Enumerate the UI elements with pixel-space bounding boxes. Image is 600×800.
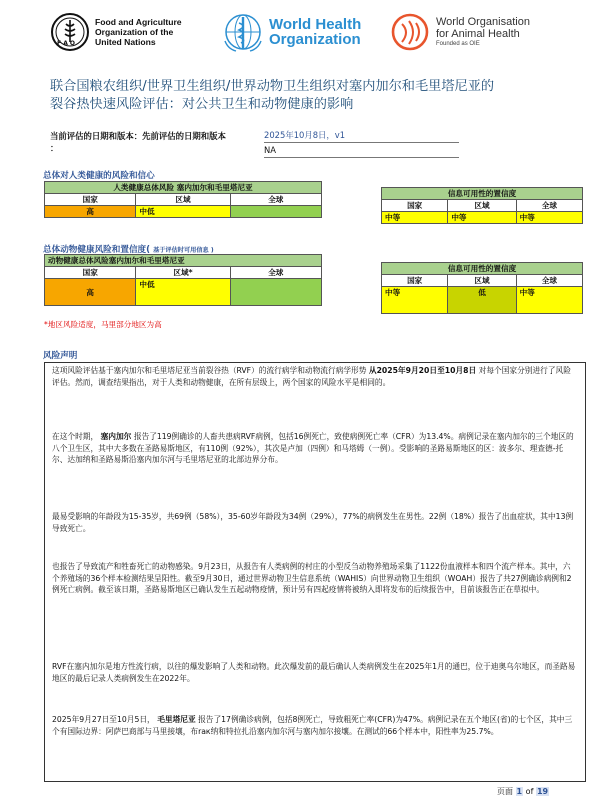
meta-label-colon: ： — [50, 143, 59, 153]
woah-emblem-icon — [390, 12, 430, 52]
human-risk-title: 人类健康总体风险 塞内加尔和毛里塔尼亚 — [45, 182, 322, 194]
col-region: 区域 — [448, 200, 516, 212]
human-risk-global — [230, 206, 321, 218]
animal-conf-global: 中等 — [516, 287, 582, 314]
col-region: 区域 — [448, 275, 516, 287]
animal-risk-table — [44, 254, 322, 306]
page-prefix: 页面 — [497, 787, 513, 796]
animal-risk-country: 高 — [45, 279, 136, 306]
p2-country: 塞内加尔 — [100, 432, 132, 441]
col-region: 区域* — [136, 267, 230, 279]
animal-conf-region: 低 — [448, 287, 516, 314]
animal-risk-global — [230, 279, 321, 306]
p1-period: 从2025年9月20日至10月8日 — [368, 366, 477, 375]
p6-country: 毛里塔尼亚 — [157, 715, 196, 724]
p1-text-c: 对每个国家分别进行了风险评估。然而，调查结果指出，对于人类和动物健康，在所有层级上，两个国家的风险水平是相同的。 — [52, 366, 571, 387]
meta-divider — [264, 157, 459, 158]
previous-assessment-date: NA — [264, 145, 276, 155]
who-logo — [222, 8, 361, 56]
woah-line1: World Organisation — [436, 16, 530, 28]
title-line1: 联合国粮农组织/世界卫生组织/世界动物卫生组织对塞内加尔和毛里塔尼亚的 — [50, 79, 495, 94]
svg-text:F A O: F A O — [57, 40, 76, 47]
animal-confidence-table — [381, 262, 583, 314]
human-risk-region: 中低 — [136, 206, 230, 218]
page-of: of — [525, 787, 534, 796]
who-emblem-icon — [222, 11, 264, 53]
animal-conf-country: 中等 — [382, 287, 448, 314]
fao-line1: Food and Agriculture — [95, 17, 182, 27]
woah-line2: for Animal Health — [436, 28, 520, 40]
p6-text-c: 报告了17例确诊病例，包括8例死亡，导致粗死亡率(CFR)为47%。病例记录在五个地区(省)的七个区，其中三个有国际边界：阿萨巴商部与马里接壤，布raк纳和特拉扎沿塞内加尔河与塞内加尔接壤。在测试的66个样本中，阳性率为25.7%。 — [52, 715, 573, 736]
statement-paragraph-1 — [52, 365, 578, 388]
who-line2: Organization — [269, 31, 361, 48]
risk-statement-heading: 风险声明 — [43, 351, 78, 361]
fao-line3: United Nations — [95, 37, 156, 47]
animal-risk-title: 动物健康总体风险塞内加尔和毛里塔尼亚 — [45, 255, 322, 267]
human-risk-country: 高 — [45, 206, 136, 218]
title-line2: 裂谷热快速风险评估：对公共卫生和动物健康的影响 — [50, 97, 354, 112]
col-country: 国家 — [382, 275, 448, 287]
col-global: 全球 — [230, 194, 321, 206]
animal-risk-region: 中低 — [136, 279, 230, 306]
regional-risk-footnote: *地区风险适度，马里部分地区为高 — [44, 320, 162, 329]
statement-paragraph-3: 最易受影响的年龄段为15-35岁，共69例（58%），35-60岁年龄段为34例（29%），77%的病例发生在男性。22例（18%）报告了出血症状，其中13例导致死亡。 — [52, 512, 574, 533]
human-conf-country: 中等 — [382, 212, 448, 224]
woah-logo — [390, 8, 530, 56]
col-global: 全球 — [516, 275, 582, 287]
p2-text-c: 报告了119例确诊的人畜共患病RVF病例，包括16例死亡，致使病例死亡率（CFR）为13.4%。病例记录在塞内加尔的三个地区的八个卫生区，其中大多数在圣路易斯地区，有110例（92%），其次是卢加（四例）和马塔姆（一例）。受影响的圣路易斯地区的区：波多尔、理查德-托尔、达加纳和圣路易斯沿塞内加尔河与毛里塔尼亚的北部边界分布。 — [52, 432, 574, 465]
statement-paragraph-5: RVF在塞内加尔是地方性流行病，以往的爆发影响了人类和动物。此次爆发前的最后确认人类病例发生在2025年1月的通巴，位于迪奥乌尔地区，而圣路易地区的最后记录人类病例发生在2022年。 — [52, 662, 576, 683]
who-line1: World Health — [269, 16, 362, 33]
col-global: 全球 — [230, 267, 321, 279]
p1-text-a: 这项风险评估基于塞内加尔和毛里塔尼亚当前裂谷热（RVF）的流行病学和动物流行病学形势 — [52, 366, 367, 375]
woah-line3: Founded as OIE — [436, 41, 480, 47]
human-conf-global: 中等 — [516, 212, 582, 224]
fao-emblem-icon — [50, 12, 90, 52]
page-total: 19 — [536, 787, 549, 796]
page-number — [497, 786, 549, 797]
col-region: 区域 — [136, 194, 230, 206]
col-global: 全球 — [516, 200, 582, 212]
human-risk-table — [44, 181, 322, 218]
human-confidence-title: 信息可用性的置信度 — [382, 188, 583, 200]
col-country: 国家 — [382, 200, 448, 212]
document-title — [50, 78, 570, 114]
human-conf-region: 中等 — [448, 212, 516, 224]
meta-label: 当前评估的日期和版本：先前评估的日期和版本 — [50, 131, 226, 141]
statement-paragraph-6 — [52, 714, 578, 737]
fao-line2: Organization of the — [95, 27, 174, 37]
statement-paragraph-2 — [52, 431, 578, 466]
col-country: 国家 — [45, 267, 136, 279]
human-confidence-table — [381, 187, 583, 224]
logo-row — [50, 8, 570, 56]
statement-paragraph-4: 也报告了导致流产和牲畜死亡的动物感染。9月23日，从报告有人类病例的村庄的小型反刍动物养殖场采集了1122份血液样本和四个流产样本。其中，六个养殖场的36个样本检测结果呈阳性。截至9月30日，通过世界动物卫生信息系统（WAHIS）向世界动物卫生组织（WOAH）报告了共27例确诊病例和2例死亡病例。截至该日期，圣路易斯地区已确认发生五起动物疫情，预计另有四起疫情将被纳入即将发布的后续报告中，目前该报告正在草拟中。 — [52, 562, 572, 595]
p6-text-a: 2025年9月27日至10月5日， — [52, 715, 155, 724]
animal-confidence-title: 信息可用性的置信度 — [382, 263, 583, 275]
animal-heading-note: 基于评估时可用信息 ) — [153, 247, 214, 254]
col-country: 国家 — [45, 194, 136, 206]
meta-divider — [264, 142, 459, 143]
fao-logo — [50, 8, 182, 56]
p2-text-a: 在这个时期， — [52, 432, 99, 441]
animal-heading-main: 总体动物健康风险和置信度( — [43, 245, 151, 255]
current-assessment-date: 2025年10月8日，v1 — [264, 130, 346, 140]
page-current: 1 — [516, 787, 523, 796]
human-health-heading: 总体对人类健康的风险和信心 — [43, 171, 155, 181]
